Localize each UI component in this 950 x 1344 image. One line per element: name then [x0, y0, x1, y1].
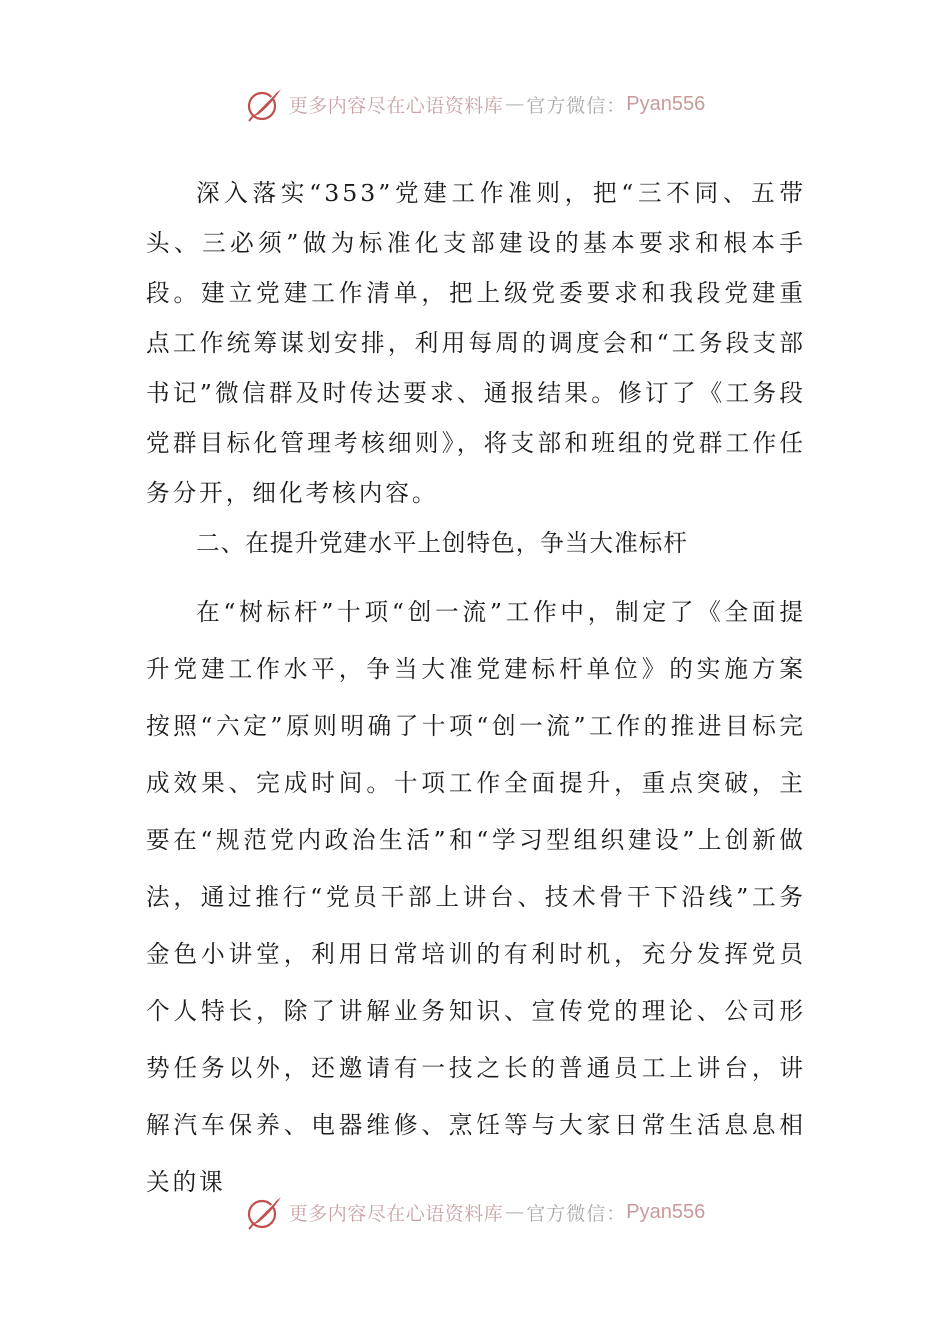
banner-wechat-label: 官方微信：: [526, 1202, 627, 1225]
banner-wechat-id: Pyan556: [626, 92, 706, 115]
paragraph-2: 在“树标杆”十项“创一流”工作中，制定了《全面提升党建工作水平，争当大准党建标杆单位》的实施方案按照“六定”原则明确了十项“创一流”工作的推进目标完成效果、完成时间。十项工作全面提升，重点突破，主要在“规范党内政治生活”和“学习型组织建设”上创新做法，通过推行“党员干部上讲台、技术骨干下沿线”工务金色小讲堂，利用日常培训的有利时机，充分发挥党员个人特长，除了讲解业务知识、宣传党的理论、公司形势任务以外，还邀请有一技之长的普通员工上讲台，讲解汽车保养、电器维修、烹饪等与大家日常生活息息相关的课: [146, 598, 806, 1196]
paragraph-1: 深入落实“353”党建工作准则，把“三不同、五带头、三必须”做为标准化支部建设的基本要求和根本手段。建立党建工作清单，把上级党委要求和我段党建重点工作统筹谋划安排，利用每周的调度会和“工务段支部书记”微信群及时传达要求、通报结果。修订了《工务段党群目标化管理考核细则》，将支部和班组的党群工作任务分开，细化考核内容。: [146, 179, 806, 507]
quill-logo-icon: [245, 1192, 285, 1232]
banner-separator: —: [505, 1201, 525, 1223]
banner-separator: —: [505, 93, 525, 115]
section-heading: 二、在提升党建水平上创特色，争当大准标杆: [196, 529, 688, 557]
quill-logo-icon: [245, 84, 285, 124]
header-banner: [0, 82, 950, 126]
footer-banner: [0, 1190, 950, 1234]
banner-wechat-label: 官方微信：: [526, 94, 627, 117]
banner-text: 更多内容尽在心语资料库: [288, 1202, 504, 1225]
banner-text: 更多内容尽在心语资料库: [288, 94, 504, 117]
banner-wechat-id: Pyan556: [626, 1200, 706, 1223]
